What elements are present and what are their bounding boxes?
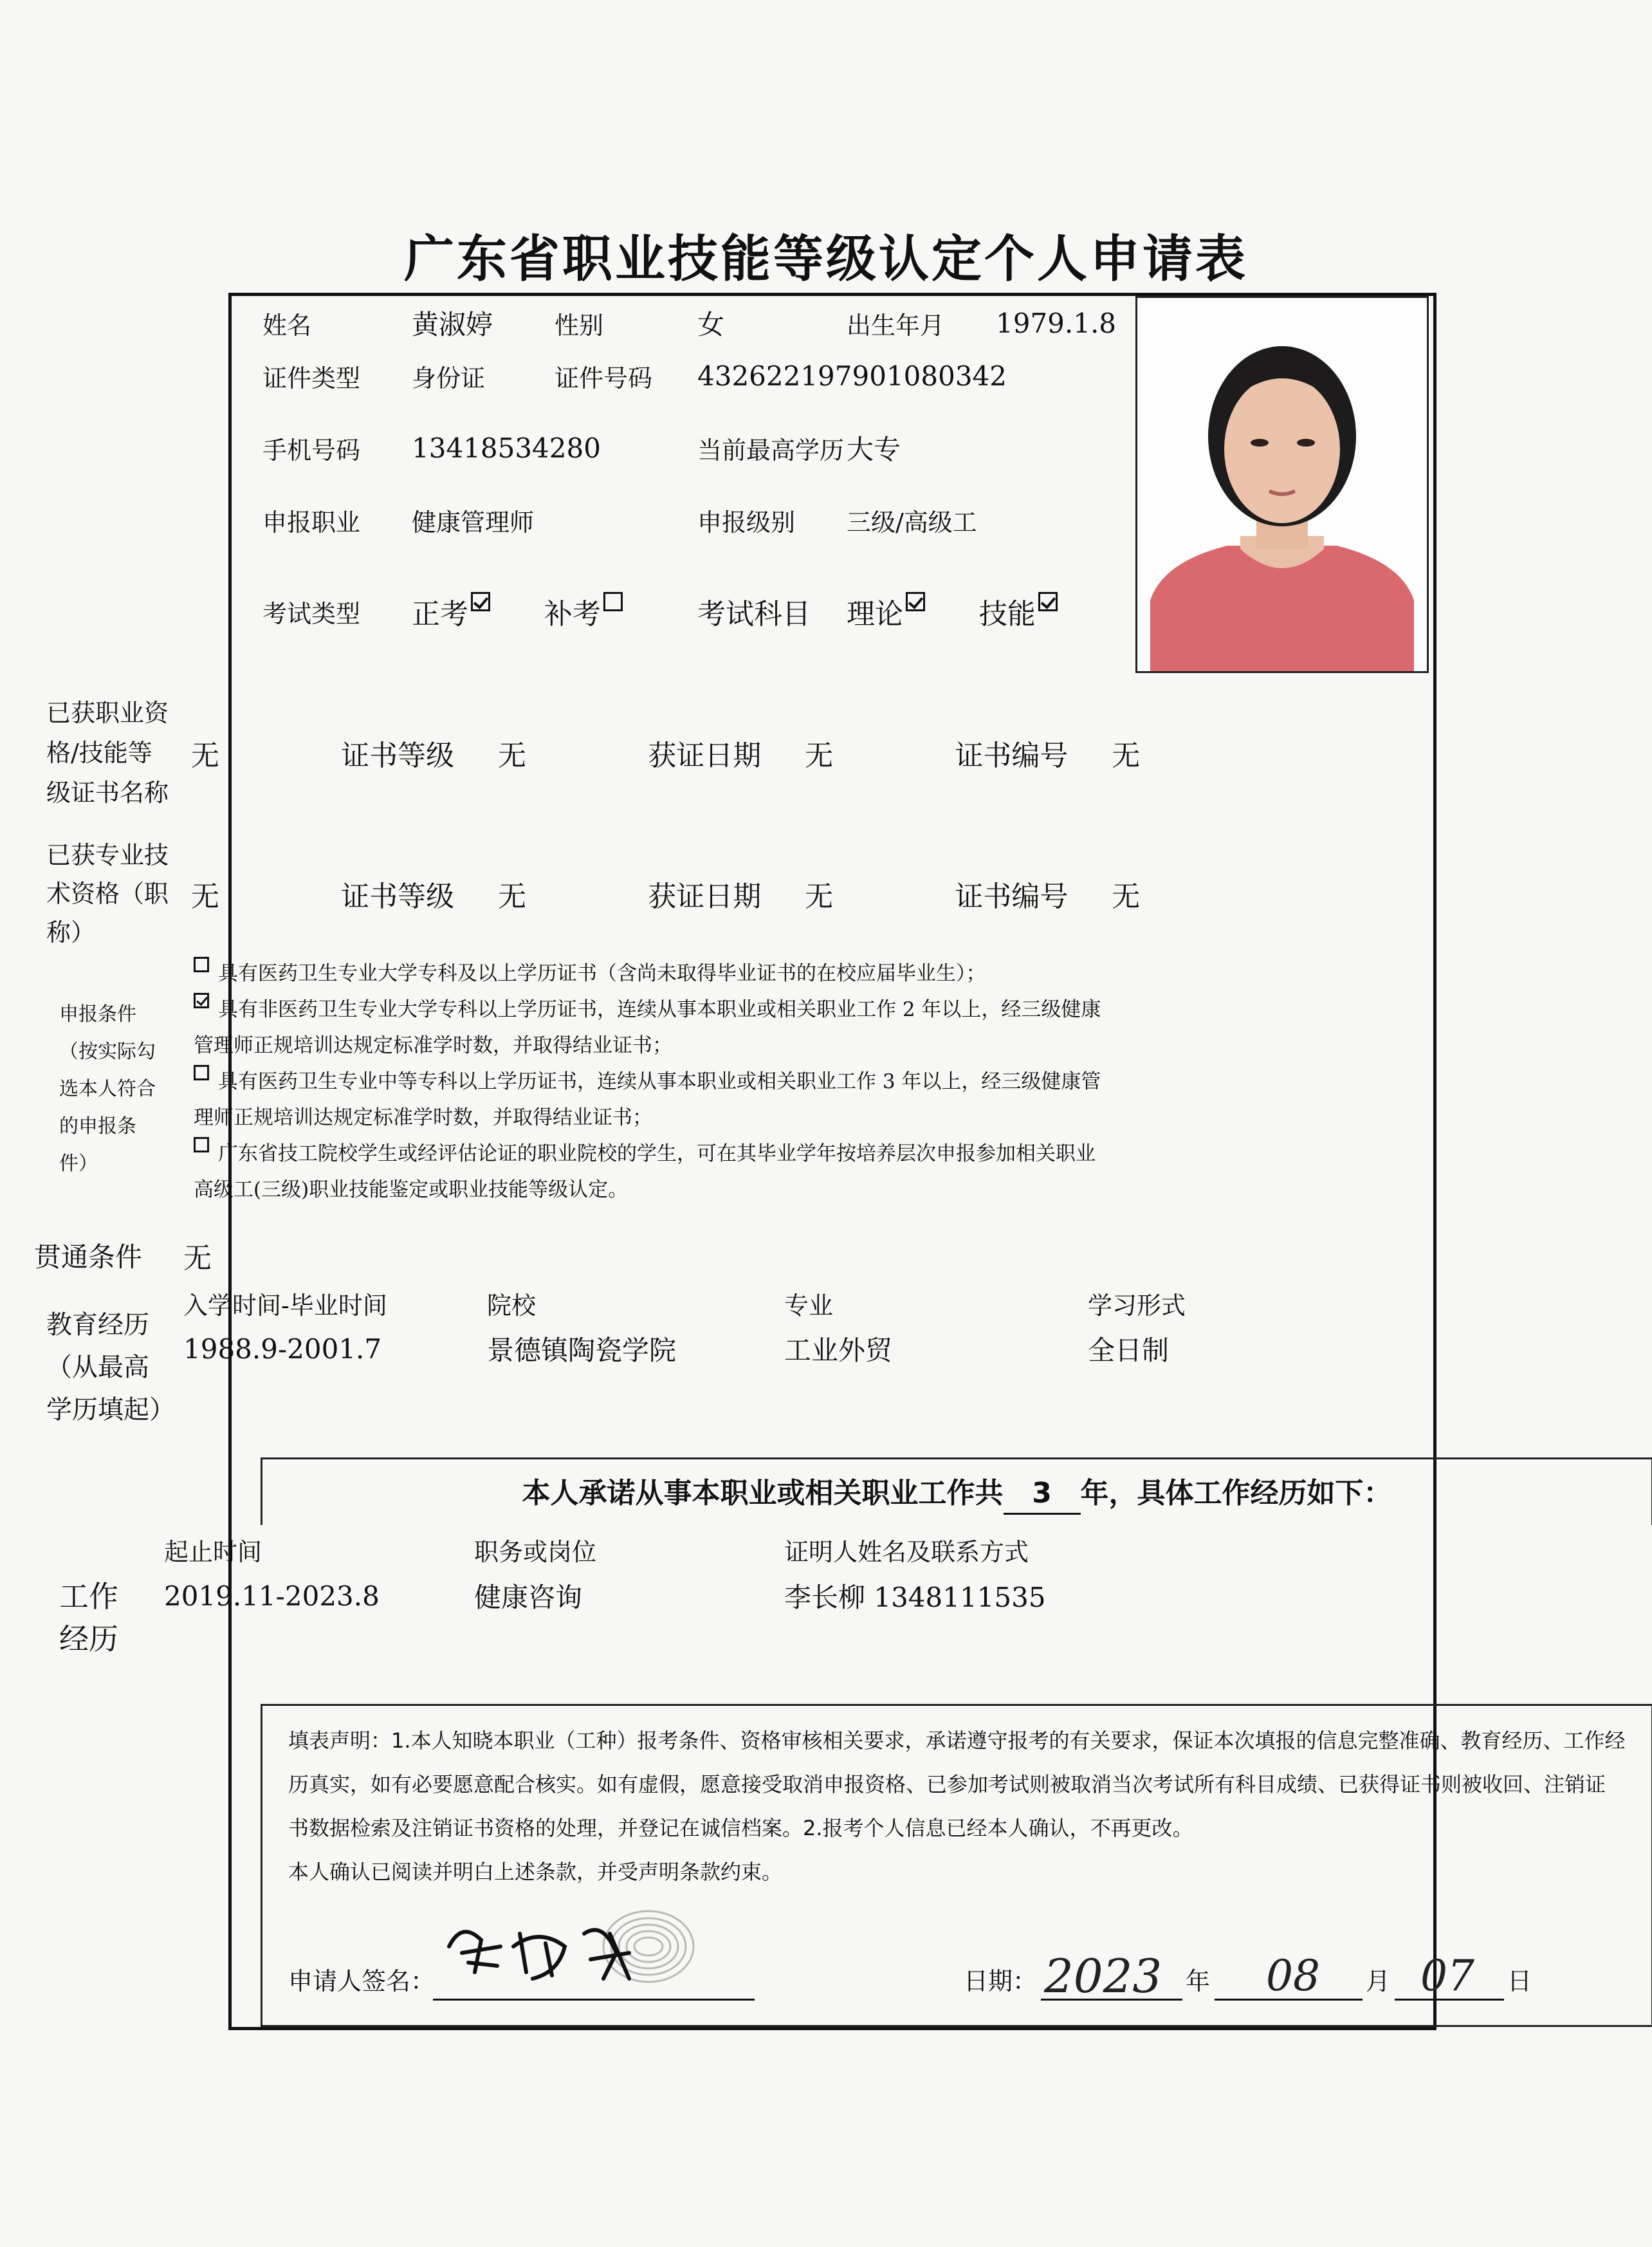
vocational-grade-value[interactable]: 无 — [497, 739, 526, 772]
condition-4-checkbox[interactable] — [194, 1137, 209, 1152]
condition-item-3: 具有医药卫生专业中等专科以上学历证书，连续从事本职业或相关职业工作 3 年以上，经三级健康管 — [183, 1064, 1427, 1100]
year-unit: 年 — [1186, 1967, 1211, 1995]
certificates-table — [32, 669, 1425, 953]
subject-jineng-checkbox[interactable] — [1038, 592, 1058, 611]
edu-row-2-school[interactable] — [486, 1371, 782, 1411]
portrait-image — [1137, 298, 1427, 671]
vocational-grade-label: 证书等级 — [341, 739, 455, 772]
through-value[interactable]: 无 — [183, 1242, 212, 1275]
name-value[interactable]: 黄淑婷 — [412, 309, 493, 340]
gender-label: 性别 — [555, 311, 604, 340]
job-value[interactable]: 健康管理师 — [412, 508, 535, 537]
commitment-prefix: 本人承诺从事本职业或相关职业工作共 — [522, 1477, 1004, 1510]
id-type-value[interactable]: 身份证 — [412, 364, 486, 393]
job-label: 申报职业 — [262, 508, 361, 537]
level-label: 申报级别 — [697, 508, 796, 537]
edu-row-3-school[interactable] — [486, 1412, 782, 1455]
month-value[interactable]: 08 — [1266, 1951, 1320, 2001]
exam-type-options — [411, 547, 695, 676]
edu-row-1-time[interactable]: 1988.9-2001.7 — [183, 1333, 382, 1365]
work-row-2-period[interactable] — [163, 1619, 472, 1660]
edu-row-3-major[interactable] — [784, 1412, 1086, 1455]
condition-item-1: 具有医药卫生专业大学专科及以上学历证书（含尚未取得毕业证书的在校应届毕业生）； — [183, 956, 1427, 992]
exam-bu-label: 补考 — [544, 598, 601, 631]
edu-header-major: 专业 — [784, 1291, 834, 1320]
condition-item-2: 具有非医药卫生专业大学专科以上学历证书，连续从事本职业或相关职业工作 2 年以上，经三级健康 — [183, 992, 1427, 1028]
vocational-no-value[interactable]: 无 — [1112, 739, 1141, 772]
declaration-box — [261, 1704, 1652, 2027]
exam-type-label: 考试类型 — [262, 599, 361, 628]
work-row-1-reference[interactable]: 李长柳 1348111535 — [784, 1582, 1046, 1613]
subject-label: 考试科目 — [697, 598, 811, 631]
exam-zheng-label: 正考 — [412, 598, 468, 631]
work-table — [32, 1525, 1431, 1710]
month-unit: 月 — [1366, 1967, 1391, 1995]
work-header-period: 起止时间 — [164, 1537, 262, 1566]
exam-bu-checkbox[interactable] — [603, 592, 623, 611]
condition-item-2-cont: 管理师正规培训达规定标准学时数，并取得结业证书； — [194, 1034, 672, 1057]
basic-info-table — [261, 296, 1144, 677]
edu-row-2-mode[interactable] — [1087, 1371, 1431, 1411]
condition-2-checkbox[interactable] — [194, 993, 209, 1008]
name-label: 姓名 — [262, 311, 312, 340]
condition-1-checkbox[interactable] — [194, 957, 209, 972]
id-number-label: 证件号码 — [555, 364, 653, 393]
edu-row-3-time[interactable] — [183, 1412, 485, 1455]
subject-lilun-label: 理论 — [847, 598, 903, 631]
technical-no-value[interactable]: 无 — [1112, 880, 1141, 913]
work-row-1-position[interactable]: 健康咨询 — [474, 1582, 583, 1613]
edu-row-1-major[interactable]: 工业外贸 — [784, 1335, 893, 1366]
technical-date-label: 获证日期 — [648, 880, 762, 913]
commitment-line — [261, 1457, 1652, 1525]
signature-handwriting — [436, 1908, 771, 1998]
education-level-label: 当前最高学历 — [697, 436, 845, 465]
vocational-date-value[interactable]: 无 — [805, 739, 834, 772]
birth-label: 出生年月 — [847, 311, 945, 340]
year-value[interactable]: 2023 — [1044, 1949, 1162, 2003]
work-row-1-period[interactable]: 2019.11-2023.8 — [164, 1580, 380, 1612]
subject-jineng-label: 技能 — [978, 598, 1036, 631]
technical-grade-label: 证书等级 — [341, 880, 455, 913]
vocational-cert-label: 已获职业资格/技能等级证书名称 — [46, 698, 169, 807]
technical-cert-name[interactable]: 无 — [190, 880, 219, 913]
signature-row — [262, 1941, 1651, 2012]
phone-value[interactable]: 13418534280 — [412, 432, 601, 464]
condition-item-4: 广东省技工院校学生或经评估论证的职业院校的学生，可在其毕业学年按培养层次申报参加相关职业 — [183, 1136, 1427, 1172]
edu-row-1-mode[interactable]: 全日制 — [1088, 1335, 1170, 1366]
education-level-value[interactable]: 大专 — [847, 434, 901, 465]
edu-row-3-mode[interactable] — [1087, 1412, 1431, 1455]
declaration-confirm: 本人确认已阅读并明白上述条款，并受声明条款约束。 — [288, 1860, 783, 1884]
condition-item-3-cont: 理师正规培训达规定标准学时数，并取得结业证书； — [194, 1106, 652, 1129]
work-header-position: 职务或岗位 — [474, 1537, 597, 1566]
birth-value[interactable]: 1979.1.8 — [996, 307, 1117, 339]
id-number-value[interactable]: 432622197901080342 — [697, 360, 1007, 392]
commitment-years[interactable]: 3 — [1004, 1474, 1081, 1515]
date-label: 日期： — [964, 1967, 1038, 1995]
technical-cert-label: 已获专业技术资格（职称） — [46, 841, 169, 947]
conditions-table — [32, 949, 1429, 1282]
vocational-no-label: 证书编号 — [955, 739, 1069, 772]
commitment-suffix: 年，具体工作经历如下： — [1080, 1477, 1392, 1510]
work-label: 工作经历 — [59, 1579, 118, 1656]
edu-row-2-major[interactable] — [784, 1371, 1086, 1411]
subject-options — [846, 547, 1143, 676]
work-header-reference: 证明人姓名及联系方式 — [784, 1537, 1029, 1566]
education-table — [32, 1279, 1433, 1456]
condition-3-checkbox[interactable] — [194, 1065, 209, 1080]
conditions-label: 申报条件（按实际勾选本人符合的申报条件） — [59, 1003, 156, 1175]
phone-label: 手机号码 — [262, 436, 361, 465]
condition-item-4-cont: 高级工(三级)职业技能鉴定或职业技能等级认定。 — [194, 1178, 629, 1201]
technical-grade-value[interactable]: 无 — [497, 880, 526, 913]
signature-line[interactable] — [433, 1999, 755, 2001]
through-label: 贯通条件 — [34, 1241, 143, 1273]
technical-no-label: 证书编号 — [955, 880, 1069, 913]
edu-header-school: 院校 — [487, 1291, 537, 1320]
work-row-3-position[interactable] — [473, 1661, 782, 1709]
edu-header-time: 入学时间-毕业时间 — [183, 1291, 387, 1320]
vocational-date-label: 获证日期 — [648, 739, 762, 772]
vocational-cert-name[interactable]: 无 — [190, 739, 219, 772]
applicant-photo — [1135, 296, 1429, 673]
gender-value[interactable]: 女 — [697, 309, 725, 340]
declaration-text: 填表声明：1.本人知晓本职业（工种）报考条件、资格审核相关要求，承诺遵守报考的有关要求，保证本次填报的信息完整准确、教育经历、工作经历真实，如有必要愿意配合核实。如有虚假，愿意接受取消申报资格、已参加考试则被取消当次考试所有科目成绩、已获得证书则被收回、注销证书数据检索及注销证书资格的处理，并登记在诚信档案。2.报考个人信息已经本人确认，不再更改。 — [288, 1728, 1626, 1840]
work-row-3-reference[interactable] — [784, 1661, 1430, 1709]
subject-lilun-checkbox[interactable] — [906, 592, 925, 611]
edu-row-1-school[interactable]: 景德镇陶瓷学院 — [487, 1335, 677, 1366]
conditions-list — [183, 950, 1427, 1228]
day-unit: 日 — [1507, 1967, 1532, 1995]
page-title: 广东省职业技能等级认定个人申请表 — [403, 230, 1248, 288]
level-value[interactable]: 三级/高级工 — [847, 508, 977, 537]
work-row-2-reference[interactable] — [784, 1619, 1430, 1660]
id-type-label: 证件类型 — [262, 364, 361, 393]
edu-row-2-time[interactable] — [183, 1371, 485, 1411]
day-value[interactable]: 07 — [1420, 1951, 1474, 2001]
work-row-2-position[interactable] — [473, 1619, 782, 1660]
exam-zheng-checkbox[interactable] — [471, 592, 490, 611]
edu-header-mode: 学习形式 — [1088, 1291, 1186, 1320]
signature-label: 申请人签名： — [288, 1967, 436, 1995]
technical-date-value[interactable]: 无 — [805, 880, 834, 913]
education-label: 教育经历（从最高学历填起） — [46, 1310, 175, 1425]
work-row-3-period[interactable] — [163, 1661, 472, 1709]
